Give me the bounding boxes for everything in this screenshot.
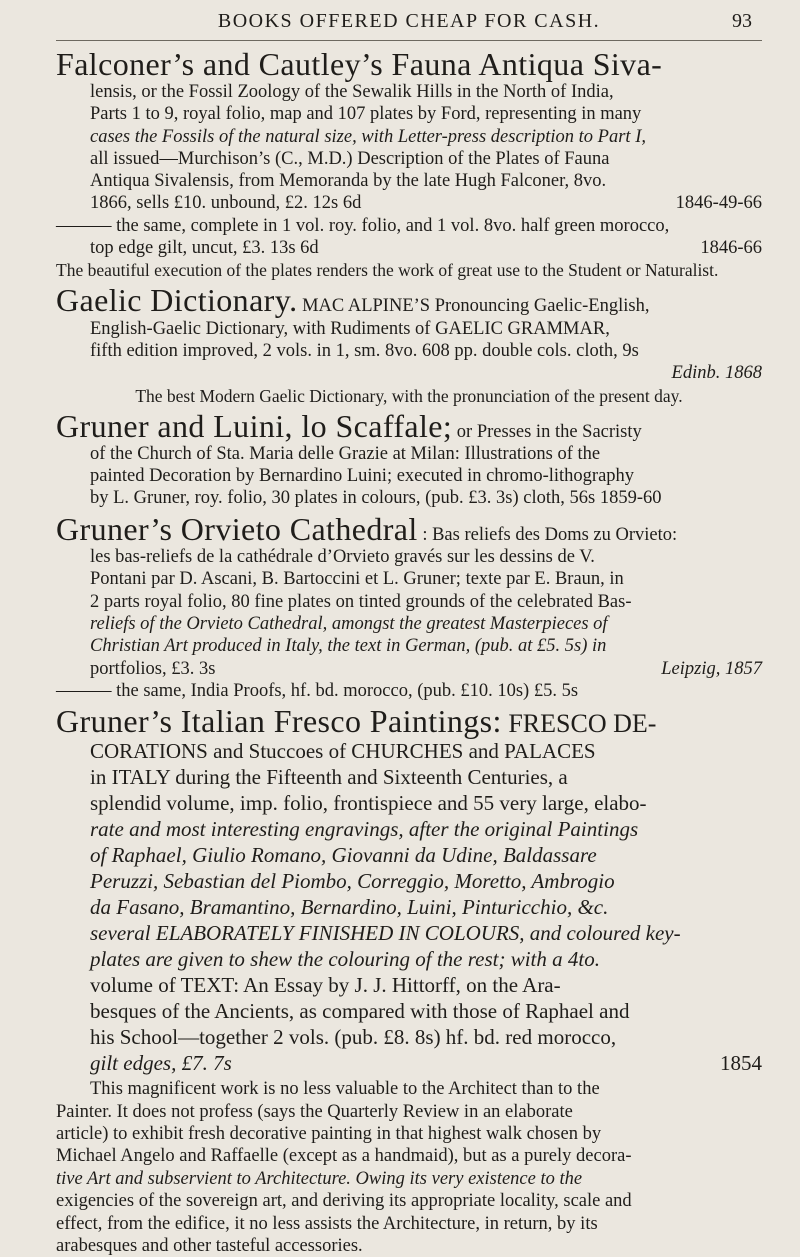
entry-line: besques of the Ancients, as compared with those of Raphael and bbox=[90, 999, 630, 1024]
entry-heading: Gruner’s Orvieto Cathedral bbox=[56, 510, 418, 547]
entry-line: Parts 1 to 9, royal folio, map and 107 plates by Ford, representing in many bbox=[90, 104, 642, 125]
entry-line: English-Gaelic Dictionary, with Rudiments of GAELIC GRAMMAR, bbox=[90, 318, 610, 339]
entry-line: lensis, or the Fossil Zoology of the Sewalik Hills in the North of India, bbox=[90, 82, 614, 102]
entry-line: Peruzzi, Sebastian del Piombo, Correggio, Moretto, Ambrogio bbox=[90, 869, 615, 894]
entry-line: plates are given to shew the colouring of the rest; with a 4to. bbox=[90, 947, 600, 972]
entry-variant: ——— the same, complete in 1 vol. roy. folio, and 1 vol. 8vo. half green morocco, bbox=[56, 215, 670, 236]
entry-line bbox=[56, 1050, 762, 1076]
entry-heading: Gaelic Dictionary. bbox=[56, 282, 298, 319]
entry-gruner-orvieto bbox=[56, 512, 762, 702]
entry-line: of the Church of Sta. Maria delle Grazie at Milan: Illustrations of the bbox=[90, 443, 601, 464]
running-header bbox=[56, 10, 762, 38]
page-number: 93 bbox=[732, 10, 752, 32]
entry-line: les bas-reliefs de la cathédrale d’Orvieto gravés sur les dessins de V. bbox=[90, 547, 595, 568]
paragraph-line: Painter. It does not profess (says the Quarterly Review in an elaborate bbox=[56, 1101, 573, 1122]
paragraph-line: This magnificent work is no less valuable to the Architect than to the bbox=[90, 1079, 600, 1100]
entry-price: top edge gilt, uncut, £3. 13s 6d bbox=[90, 238, 319, 259]
paragraph-line: exigencies of the sovereign art, and deriving its appropriate locality, scale and bbox=[56, 1191, 632, 1212]
entry-price: gilt edges, £7. 7s bbox=[90, 1051, 232, 1076]
entry-heading-rest: : Bas reliefs des Doms zu Orvieto: bbox=[417, 524, 678, 545]
header-title: BOOKS OFFERED CHEAP FOR CASH. bbox=[217, 10, 601, 32]
entry-date: 1846-66 bbox=[700, 238, 762, 259]
entry-line: of Raphael, Giulio Romano, Giovanni da Udine, Baldassare bbox=[90, 843, 597, 868]
entry-heading-rest: FRESCO DE- bbox=[501, 709, 657, 739]
entry-heading-row bbox=[56, 512, 762, 546]
entry-heading: Gruner’s Italian Fresco Paintings: bbox=[56, 703, 502, 740]
entry-line: rate and most interesting engravings, after the original Paintings bbox=[90, 817, 639, 842]
entry-line: cases the Fossils of the natural size, with Letter-press description to Part I, bbox=[90, 126, 646, 147]
entry-heading-row bbox=[56, 409, 762, 443]
entry-line: 2 parts royal folio, 80 fine plates on tinted grounds of the celebrated Bas- bbox=[90, 591, 632, 612]
entry-heading: Gruner and Luini, lo Scaffale; bbox=[56, 407, 453, 444]
entry-line: reliefs of the Orvieto Cathedral, amongst the greatest Masterpieces of bbox=[90, 613, 608, 634]
paragraph-line: tive Art and subservient to Architecture. Owing its very existence to the bbox=[56, 1168, 583, 1189]
entry-price: portfolios, £3. 3s bbox=[90, 658, 216, 679]
paragraph-line: arabesques and other tasteful accessories. bbox=[56, 1235, 363, 1256]
entry-heading-row bbox=[56, 704, 762, 738]
entry-heading-rest: MAC ALPINE’S Pronouncing Gaelic-English, bbox=[297, 296, 650, 317]
entry-line: several ELABORATELY FINISHED IN COLOURS, and coloured key- bbox=[90, 921, 681, 946]
entry-line: in ITALY during the Fifteenth and Sixteenth Centuries, a bbox=[90, 765, 568, 790]
entry-line: all issued—Murchison’s (C., M.D.) Description of the Plates of Fauna bbox=[90, 148, 610, 169]
entry-line: Pontani par D. Ascani, B. Bartoccini et L. Gruner; texte par E. Braun, in bbox=[90, 569, 624, 590]
entry-gruner-fresco bbox=[56, 704, 762, 1076]
header-rule bbox=[56, 40, 762, 41]
entry-paragraph bbox=[56, 1078, 762, 1257]
entry-line: volume of TEXT: An Essay by J. J. Hittorff, on the Ara- bbox=[90, 973, 561, 998]
paragraph-line: effect, from the edifice, it no less assists the Architecture, in return, by its bbox=[56, 1213, 598, 1234]
entry-line: da Fasano, Bramantino, Bernardino, Luini, Pinturicchio, &c. bbox=[90, 895, 609, 920]
paragraph-line: Michael Angelo and Raffaelle (except as a handmaid), but as a purely decora- bbox=[56, 1146, 632, 1167]
entry-date: Edinb. 1868 bbox=[671, 363, 762, 384]
entry-line: CORATIONS and Stuccoes of CHURCHES and PALACES bbox=[90, 739, 596, 764]
entry-line bbox=[56, 192, 762, 214]
entry-heading-row bbox=[56, 283, 762, 317]
entry-line: painted Decoration by Bernardino Luini; executed in chromo-lithography bbox=[90, 466, 635, 487]
entry-price: 1866, sells £10. unbound, £2. 12s 6d bbox=[90, 193, 362, 214]
entry-date: 1846-49-66 bbox=[675, 193, 762, 214]
entry-line: fifth edition improved, 2 vols. in 1, sm. 8vo. 608 pp. double cols. cloth, 9s bbox=[90, 340, 639, 361]
entry-date: 1854 bbox=[720, 1051, 762, 1076]
entry-heading-rest: or Presses in the Sacristy bbox=[452, 421, 642, 442]
entry-line: by L. Gruner, roy. folio, 30 plates in colours, (pub. £3. 3s) cloth, 56s 1859-60 bbox=[90, 488, 662, 509]
entry-gruner-luini bbox=[56, 409, 762, 510]
entry-line: his School—together 2 vols. (pub. £8. 8s) hf. bd. red morocco, bbox=[90, 1025, 617, 1050]
entry-date: Leipzig, 1857 bbox=[661, 658, 762, 679]
entry-falconer bbox=[56, 47, 762, 281]
entry-line: splendid volume, imp. folio, frontispiece and 55 very large, elabo- bbox=[90, 791, 647, 816]
entry-heading: Falconer’s and Cautley’s Fauna Antiqua Siva- bbox=[56, 46, 663, 82]
entry-line bbox=[56, 237, 762, 259]
entry-line: Antiqua Sivalensis, from Memoranda by the late Hugh Falconer, 8vo. bbox=[90, 171, 607, 192]
entry-note: The best Modern Gaelic Dictionary, with the pronunciation of the present day. bbox=[135, 385, 683, 406]
entry-gaelic bbox=[56, 283, 762, 406]
paragraph-line: article) to exhibit fresh decorative painting in that highest walk chosen by bbox=[56, 1123, 602, 1144]
entry-line bbox=[56, 658, 762, 680]
entry-line: Christian Art produced in Italy, the text in German, (pub. at £5. 5s) in bbox=[90, 636, 607, 657]
entry-variant: ——— the same, India Proofs, hf. bd. morocco, (pub. £10. 10s) £5. 5s bbox=[56, 680, 579, 701]
entry-note: The beautiful execution of the plates renders the work of great use to the Student or Naturalist. bbox=[56, 260, 719, 281]
